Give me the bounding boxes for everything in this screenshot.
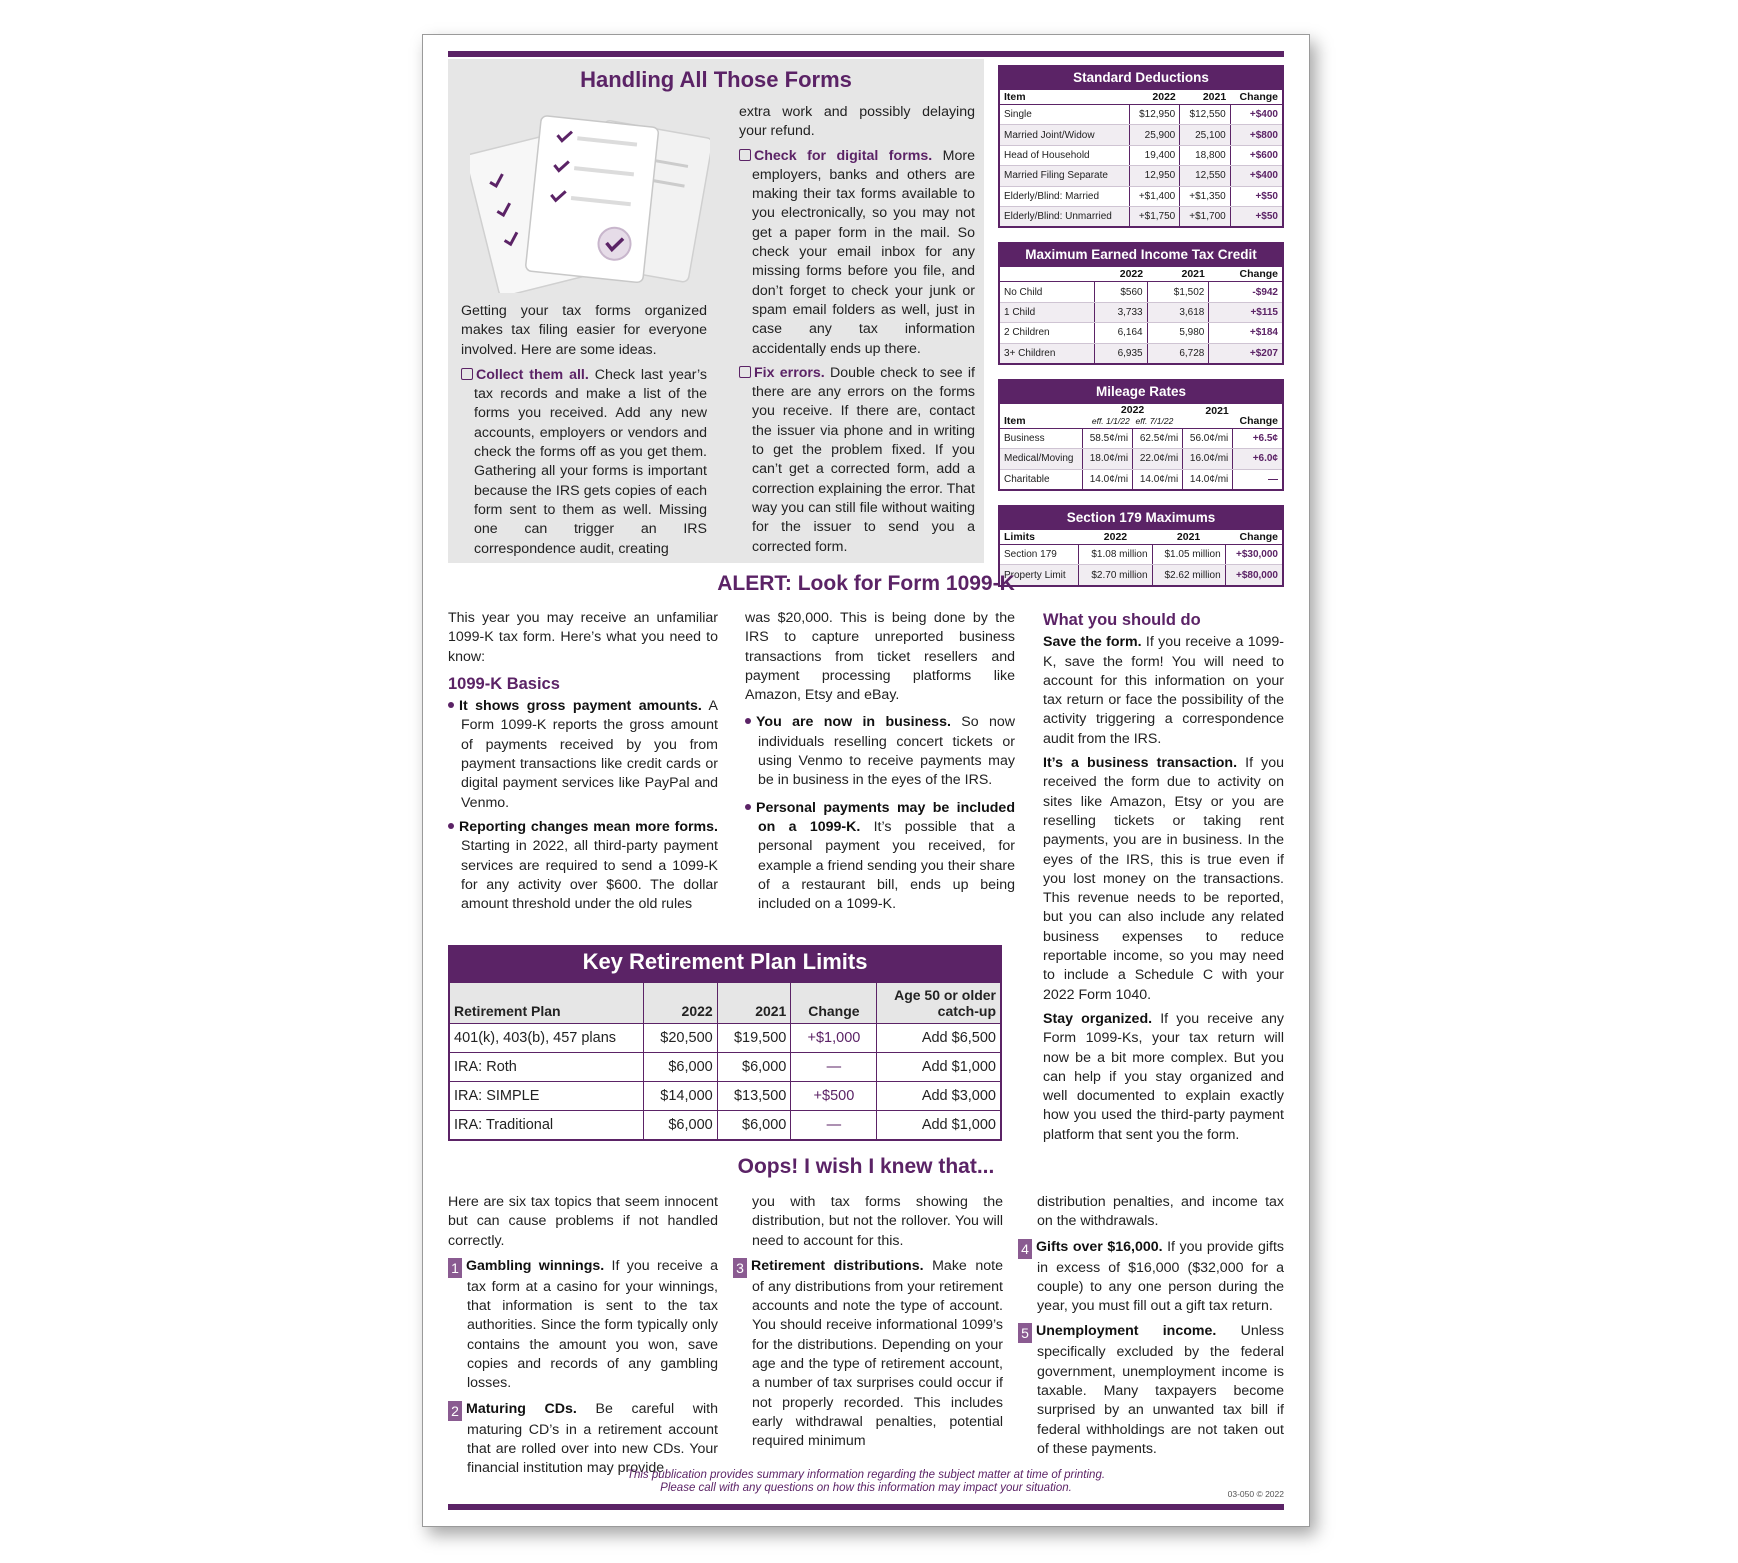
cell: 14.0¢/mi [1183,469,1233,490]
i4-lead: Gifts over $16,000. [1036,1238,1163,1255]
bottom-rule [448,1504,1284,1510]
bullet-dot-icon [745,804,751,810]
table-row [999,125,1283,145]
cell: +$1,000 [791,1024,877,1053]
cell: $1.05 million [1152,545,1225,565]
footer-disclaimer [448,1469,1284,1495]
cell: 62.5¢/mi [1133,428,1183,448]
cell: 14.0¢/mi [1133,469,1183,490]
table-row [999,545,1283,565]
cell: 5,980 [1147,323,1209,343]
std-ded-header: Item [999,89,1129,105]
table-row [999,343,1283,364]
cell: +$800 [1230,125,1283,145]
mileage-eff1: eff. 1/1/22 [1091,415,1130,426]
b4-lead: Personal payments may be included on a 1099-K. [756,799,1015,835]
oops-item-3 [733,1257,1003,1452]
alert-col1 [448,609,718,914]
cell: Add $3,000 [877,1082,1001,1111]
std-ded-header: 2022 [1129,89,1179,105]
eitc-header: 2022 [1094,266,1147,282]
mileage-header: Item [999,403,1083,429]
table-row [999,166,1283,186]
cell: $6,000 [644,1053,718,1082]
cell: — [791,1053,877,1082]
cell: 19,400 [1129,145,1179,165]
mileage-header-2022 [1083,403,1183,429]
sec179-header: 2021 [1152,529,1225,545]
mileage-year: 2022 [1120,403,1145,416]
cell: IRA: Traditional [449,1111,644,1141]
b3-lead: You are now in business. [756,714,951,731]
std-ded-header: 2021 [1180,89,1230,105]
top-rule [448,51,1284,57]
cell: +$50 [1230,206,1283,227]
cell: +$50 [1230,186,1283,206]
newsletter-sheet [422,34,1310,1527]
cell: +$600 [1230,145,1283,165]
cell: $6,000 [717,1053,791,1082]
retire-header: 2022 [644,982,718,1024]
number-badge: 4 [1018,1239,1032,1259]
i4-text: If you provide gifts in excess of $16,000 ($32,000 for a couple) to any one person during the year, you must fill out a gift tax return. [1037,1238,1284,1315]
i1-text: If you receive a tax form at a casino for your winnings, that information is sent to the tax authorities. Since the form typically only contains the amount you won, save copies and records of any gambling losses. [467,1257,719,1392]
cell: +$80,000 [1225,565,1283,586]
oops-col3-cont: distribution penalties, and income tax on the withdrawals. [1037,1194,1284,1230]
cell: -$942 [1209,282,1283,302]
b1-text: A Form 1099-K reports the gross amount of payments received by you from payment transactions like credit cards or digital payment services like PayPal and Venmo. [461,698,718,811]
cell: +$115 [1209,302,1283,322]
cell: $6,000 [644,1111,718,1141]
cell: +6.5¢ [1233,428,1283,448]
i3-lead: Retirement distributions. [751,1257,924,1274]
do-item-2 [1043,754,1284,1005]
b2-lead: Reporting changes mean more forms. [459,818,718,835]
table-row [999,186,1283,206]
sec179-header: 2022 [1079,529,1152,545]
checkbox-icon [739,149,751,161]
table-row [999,449,1283,469]
cell: +$400 [1230,166,1283,186]
alert-col3 [1043,611,1284,1145]
sec179-title: Section 179 Maximums [998,505,1284,528]
basics-item-4 [745,799,1015,915]
cell: $19,500 [717,1024,791,1053]
table-row [999,469,1283,490]
alert-col2 [745,609,1015,914]
b3-text: So now individuals reselling concert tickets or using Venmo to receive payments may be in business in the eyes of the IRS. [758,714,1016,789]
footer-code: 03-050 © 2022 [1227,1489,1284,1499]
cell: 22.0¢/mi [1133,449,1183,469]
cell: $2.70 million [1079,565,1152,586]
fix-lead: Fix errors. [754,364,825,381]
collect-lead: Collect them all. [476,366,589,383]
cell: $12,950 [1129,105,1179,125]
cell: +$500 [791,1082,877,1111]
cell: Single [999,105,1129,125]
i5-text: Unless specifically excluded by the federal government, unemployment income is taxable. Many taxpayers become surprised by an unwanted tax bill if federal withholdings are not taken out of these payments. [1037,1323,1284,1457]
checkbox-icon [739,366,751,378]
eitc-header: Change [1209,266,1283,282]
bullet-dot-icon [745,718,751,724]
retire-header: 2021 [717,982,791,1024]
cell: $14,000 [644,1082,718,1111]
d2-text: If you received the form due to activity on sites like Amazon, Etsy or you are reselling tickets or taking rent payments, you are in business. In the eyes of the IRS, this is true even if you lost money on the transactions. This revenue needs to be reported, but you can also include any related business expenses to reduce reportable income, so you may need to include a Schedule C with your 2022 Form 1040. [1043,755,1284,1003]
cell: Add $6,500 [877,1024,1001,1053]
number-badge: 5 [1018,1323,1032,1343]
cell: Head of Household [999,145,1129,165]
cell: Medical/Moving [999,449,1083,469]
mileage-title: Mileage Rates [998,379,1284,402]
cell: +$1,400 [1129,186,1179,206]
collect-item [461,366,707,559]
cell: Section 179 [999,545,1079,565]
cell: $1.08 million [1079,545,1152,565]
forms-col1 [461,302,707,559]
forms-continued: extra work and possibly delaying your refund. [739,104,975,140]
cell: 1 Child [999,302,1094,322]
sec179-header: Limits [999,529,1079,545]
table-row [449,1053,1001,1082]
oops-item-1 [448,1257,718,1394]
basics-item-1 [448,697,718,813]
cell: 3+ Children [999,343,1094,364]
cell: $1,502 [1147,282,1209,302]
alert-title: ALERT: Look for Form 1099-K [717,572,1015,595]
table-row [999,105,1283,125]
i5-lead: Unemployment income. [1036,1323,1217,1340]
cell: Elderly/Blind: Married [999,186,1129,206]
table-row [449,1024,1001,1053]
i1-lead: Gambling winnings. [466,1257,605,1274]
cell: +$184 [1209,323,1283,343]
alert-intro: This year you may receive an unfamiliar 1099-K tax form. Here’s what you need to know: [448,610,718,665]
forms-intro: Getting your tax forms organized makes tax filing easier for everyone involved. Here are some ideas. [461,303,707,358]
oops-col1 [448,1193,718,1479]
cell: 3,618 [1147,302,1209,322]
eitc-table [998,242,1284,365]
cell: $2.62 million [1152,565,1225,586]
cell: $12,550 [1180,105,1230,125]
i2-text: Be careful with maturing CD’s in a retirement account that are rolled over into new CDs. Your financial institution may provide [467,1400,718,1477]
d2-lead: It’s a business transaction. [1043,755,1238,772]
cell: $560 [1094,282,1147,302]
cell: No Child [999,282,1094,302]
digital-lead: Check for digital forms. [754,147,933,164]
mileage-header: Change [1233,403,1283,429]
cell: Property Limit [999,565,1079,586]
retire-header: Retirement Plan [449,982,644,1024]
std-ded-title: Standard Deductions [998,65,1284,88]
cell: 2 Children [999,323,1094,343]
cell: Elderly/Blind: Unmarried [999,206,1129,227]
cell: +$1,350 [1180,186,1230,206]
oops-col3 [1018,1193,1284,1459]
cell: Add $1,000 [877,1111,1001,1141]
i2-lead: Maturing CDs. [466,1400,577,1417]
table-row [449,1082,1001,1111]
oops-item-5 [1018,1322,1284,1459]
number-badge: 2 [448,1401,462,1421]
digital-text: More employers, banks and others are making their tax forms available to you electronically, so you may not get a paper form in the mail. So check your email inbox for any missing forms before you file, and don’t forget to check your junk or spam email folders as well, just in case any tax information accidentally ends up there. [752,147,976,357]
footer-line2: Please call with any questions on how this information may impact your situation. [660,1482,1072,1494]
basics-heading: 1099-K Basics [448,674,560,693]
cell: +6.0¢ [1233,449,1283,469]
cell: IRA: Roth [449,1053,644,1082]
cell: IRA: SIMPLE [449,1082,644,1111]
cell: 16.0¢/mi [1183,449,1233,469]
retire-header: Age 50 or older catch-up [877,982,1001,1024]
eitc-title: Maximum Earned Income Tax Credit [998,242,1284,265]
number-badge: 3 [733,1258,747,1278]
do-heading: What you should do [1043,611,1201,629]
oops-item-4 [1018,1238,1284,1317]
d1-text: If you receive a 1099-K, save the form! You will need to account for this information on your tax return or face the possibility of the activity triggering a correspondence audit from the IRS. [1043,634,1284,747]
std-ded-header: Change [1230,89,1283,105]
basics-item-2 [448,818,718,914]
retirement-table [448,981,1002,1141]
oops-intro: Here are six tax topics that seem innocent but can cause problems if not handled correctly. [448,1194,718,1249]
cell: 12,550 [1180,166,1230,186]
cell: 12,950 [1129,166,1179,186]
table-row [999,282,1283,302]
cell: 6,935 [1094,343,1147,364]
fix-item [739,364,975,557]
mileage-table [998,379,1284,491]
cell: +$30,000 [1225,545,1283,565]
d1-lead: Save the form. [1043,634,1142,651]
oops-col2-cont: you with tax forms showing the distribution, but not the rollover. You will need to account for this. [752,1194,1003,1249]
cell: 58.5¢/mi [1083,428,1133,448]
mileage-eff2: eff. 7/1/22 [1135,415,1174,426]
bullet-dot-icon [448,823,454,829]
retirement-box [448,945,1002,1141]
cell: $20,500 [644,1024,718,1053]
eitc-header [999,266,1094,282]
cell: 3,733 [1094,302,1147,322]
sec179-header: Change [1225,529,1283,545]
cell: Add $1,000 [877,1053,1001,1082]
standard-deductions-table [998,65,1284,228]
footer-line1: This publication provides summary information regarding the subject matter at time of printing. [626,1469,1106,1481]
d3-text: If you receive any Form 1099-Ks, your tax return will now be a bit more complex. But you can help if you stay organized and well documented to explain exactly how you used the third-party payment platform that sent you the form. [1043,1010,1284,1143]
number-badge: 1 [448,1258,462,1278]
cell: 25,100 [1180,125,1230,145]
b1-lead: It shows gross payment amounts. [459,698,702,715]
table-row [999,302,1283,322]
table-row [999,206,1283,227]
oops-item-2 [448,1400,718,1479]
do-item-3 [1043,1010,1284,1145]
cell: Married Joint/Widow [999,125,1129,145]
cell: 401(k), 403(b), 457 plans [449,1024,644,1053]
digital-item [739,147,975,359]
cell: +$1,750 [1129,206,1179,227]
eitc-header: 2021 [1147,266,1209,282]
cell: 56.0¢/mi [1183,428,1233,448]
cell: 18,800 [1180,145,1230,165]
bullet-dot-icon [448,702,454,708]
cell: +$1,700 [1180,206,1230,227]
alert-col2-cont: was $20,000. This is being done by the IRS to capture unreported business transactions from ticket resellers and payment processing platforms like Amazon, Etsy and eBay. [745,610,1015,704]
table-row [999,145,1283,165]
cell: Business [999,428,1083,448]
cell: 25,900 [1129,125,1179,145]
d3-lead: Stay organized. [1043,1010,1153,1027]
cell: 18.0¢/mi [1083,449,1133,469]
cell: 14.0¢/mi [1083,469,1133,490]
mileage-header: 2021 [1183,403,1233,429]
b4-text: It’s possible that a personal payment you received, for example a friend sending you their share of a restaurant bill, ends up being included on a 1099-K. [758,818,1015,913]
table-row [999,428,1283,448]
cell: — [791,1111,877,1141]
i3-text: Make note of any distributions from your retirement accounts and note the type of account. You should receive informational 1099’s for the distributions. Depending on your age and the type of retirement account, a number of tax surprises could occur if not properly recorded. This includes early withdrawal penalties, potential required minimum [752,1257,1003,1450]
checkbox-icon [461,368,473,380]
cell: $6,000 [717,1111,791,1141]
retire-header: Change [791,982,877,1024]
cell: 6,728 [1147,343,1209,364]
cell: 6,164 [1094,323,1147,343]
fix-text: Double check to see if there are any errors on the forms you receive. If there are, contact the issuer via phone and in writing to get the problem fixed. If you can’t get a corrected form, add a correction explaining the error. That way you can still file without waiting for the issuer to send you a corrected form. [752,364,975,555]
forms-title: Handling All Those Forms [580,67,852,92]
cell: Charitable [999,469,1083,490]
cell: $13,500 [717,1082,791,1111]
cell: — [1233,469,1283,490]
table-row [999,323,1283,343]
checklist-papers-illustration [470,109,710,293]
quick-tables [998,65,1284,587]
retirement-title: Key Retirement Plan Limits [448,945,1002,981]
do-item-1 [1043,633,1284,749]
basics-item-3 [745,713,1015,790]
collect-text: Check last year’s tax records and make a list of the forms you received. Add any new accounts, employers or vendors and check the forms off as you get them. Gathering all your forms is important because the IRS gets copies of each form sent to them as well. Missing one can trigger an IRS correspondence audit, creating [474,366,708,557]
cell: +$400 [1230,105,1283,125]
forms-col2 [739,103,975,557]
cell: +$207 [1209,343,1283,364]
table-row [449,1111,1001,1141]
forms-panel [448,59,984,563]
oops-col2 [733,1193,1003,1452]
oops-title: Oops! I wish I knew that... [737,1155,995,1178]
b2-text: Starting in 2022, all third-party payment services are required to send a 1099-K for any activity over $600. The dollar amount threshold under the old rules [461,838,718,913]
cell: Married Filing Separate [999,166,1129,186]
